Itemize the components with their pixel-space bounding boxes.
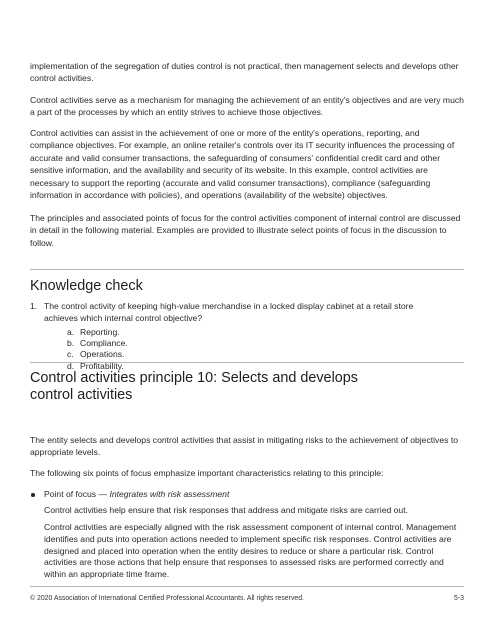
answer-option	[67, 349, 128, 360]
footer-copyright: © 2020 Association of International Certified Professional Accountants. All rights reserved.	[30, 595, 304, 602]
option-letter: c.	[67, 349, 74, 360]
bullet-emphasis: Integrates with risk assessment	[109, 489, 230, 499]
option-letter: a.	[67, 327, 75, 337]
answer-option	[67, 338, 128, 349]
intro-paragraph-3: Control activities can assist in the achievement of one or more of the entity's operations, reporting, and compliance objectives. For example, an online retailer's controls over its IT security influences the processing of accurate and valid consumer transactions, the safeguarding of consumers' confidential credit card and other sensitive information, and the availability and security of its website. In this example, control activities are necessary to support the reporting (accurate and valid consumer transactions), compliance (safeguarding information in accordance with policies), and operations (availability of the website) objectives.	[30, 128, 455, 201]
footer-page-number: 5-3	[454, 595, 464, 602]
bullet-paragraph-2: Control activities are especially aligned with the risk assessment component of internal control. Management identifies and puts into operation actions needed to implement specific risk responses. Control activities are designed and placed into operation when the entity desires to reduce or share a particular risk. Control activities are those actions that help ensure that responses to assessed risks are performed correctly and within an appropriate time frame.	[44, 522, 457, 580]
question-text: The control activity of keeping high-value merchandise in a locked display cabinet at a retail store achieves which internal control objective?	[44, 301, 414, 324]
bullet-text	[44, 488, 229, 500]
option-text: Reporting.	[80, 327, 120, 337]
option-letter: b.	[67, 338, 75, 349]
answer-option	[67, 327, 128, 338]
footer-divider	[30, 586, 464, 587]
question-number: 1.	[30, 301, 38, 311]
intro-paragraph-4: The principles and associated points of focus for the control activities component of internal control are discussed in detail in the following material. Examples are provided to illustrate select points of focus in the discussion to follow.	[30, 213, 461, 248]
principle-heading: Control activities principle 10: Selects and develops control activities	[30, 370, 358, 403]
principle-paragraph-1: The entity selects and develops control activities that assist in mitigating risks to the achievement of objectives to appropriate levels.	[30, 435, 458, 458]
bullet-prefix: Point of focus —	[44, 489, 110, 499]
option-text: Profitability.	[80, 360, 124, 371]
option-letter: d.	[67, 360, 75, 371]
answer-options	[67, 327, 128, 372]
section-divider	[30, 362, 464, 363]
intro-paragraph-1: implementation of the segregation of duties control is not practical, then management selects and develops other control activities.	[30, 61, 459, 84]
option-text: Operations.	[80, 349, 125, 360]
bullet-icon	[31, 493, 35, 497]
section-divider	[30, 269, 464, 270]
knowledge-check-heading: Knowledge check	[30, 278, 143, 294]
option-text: Compliance.	[80, 338, 128, 349]
bullet-paragraph-1: Control activities help ensure that risk responses that address and mitigate risks are carried out.	[44, 505, 408, 515]
document-page	[30, 0, 464, 640]
intro-paragraph-2: Control activities serve as a mechanism for managing the achievement of an entity's objectives and are very much a part of the processes by which an entity strives to achieve those objectives.	[30, 95, 464, 118]
principle-paragraph-2: The following six points of focus emphasize important characteristics relating to this principle:	[30, 468, 384, 478]
